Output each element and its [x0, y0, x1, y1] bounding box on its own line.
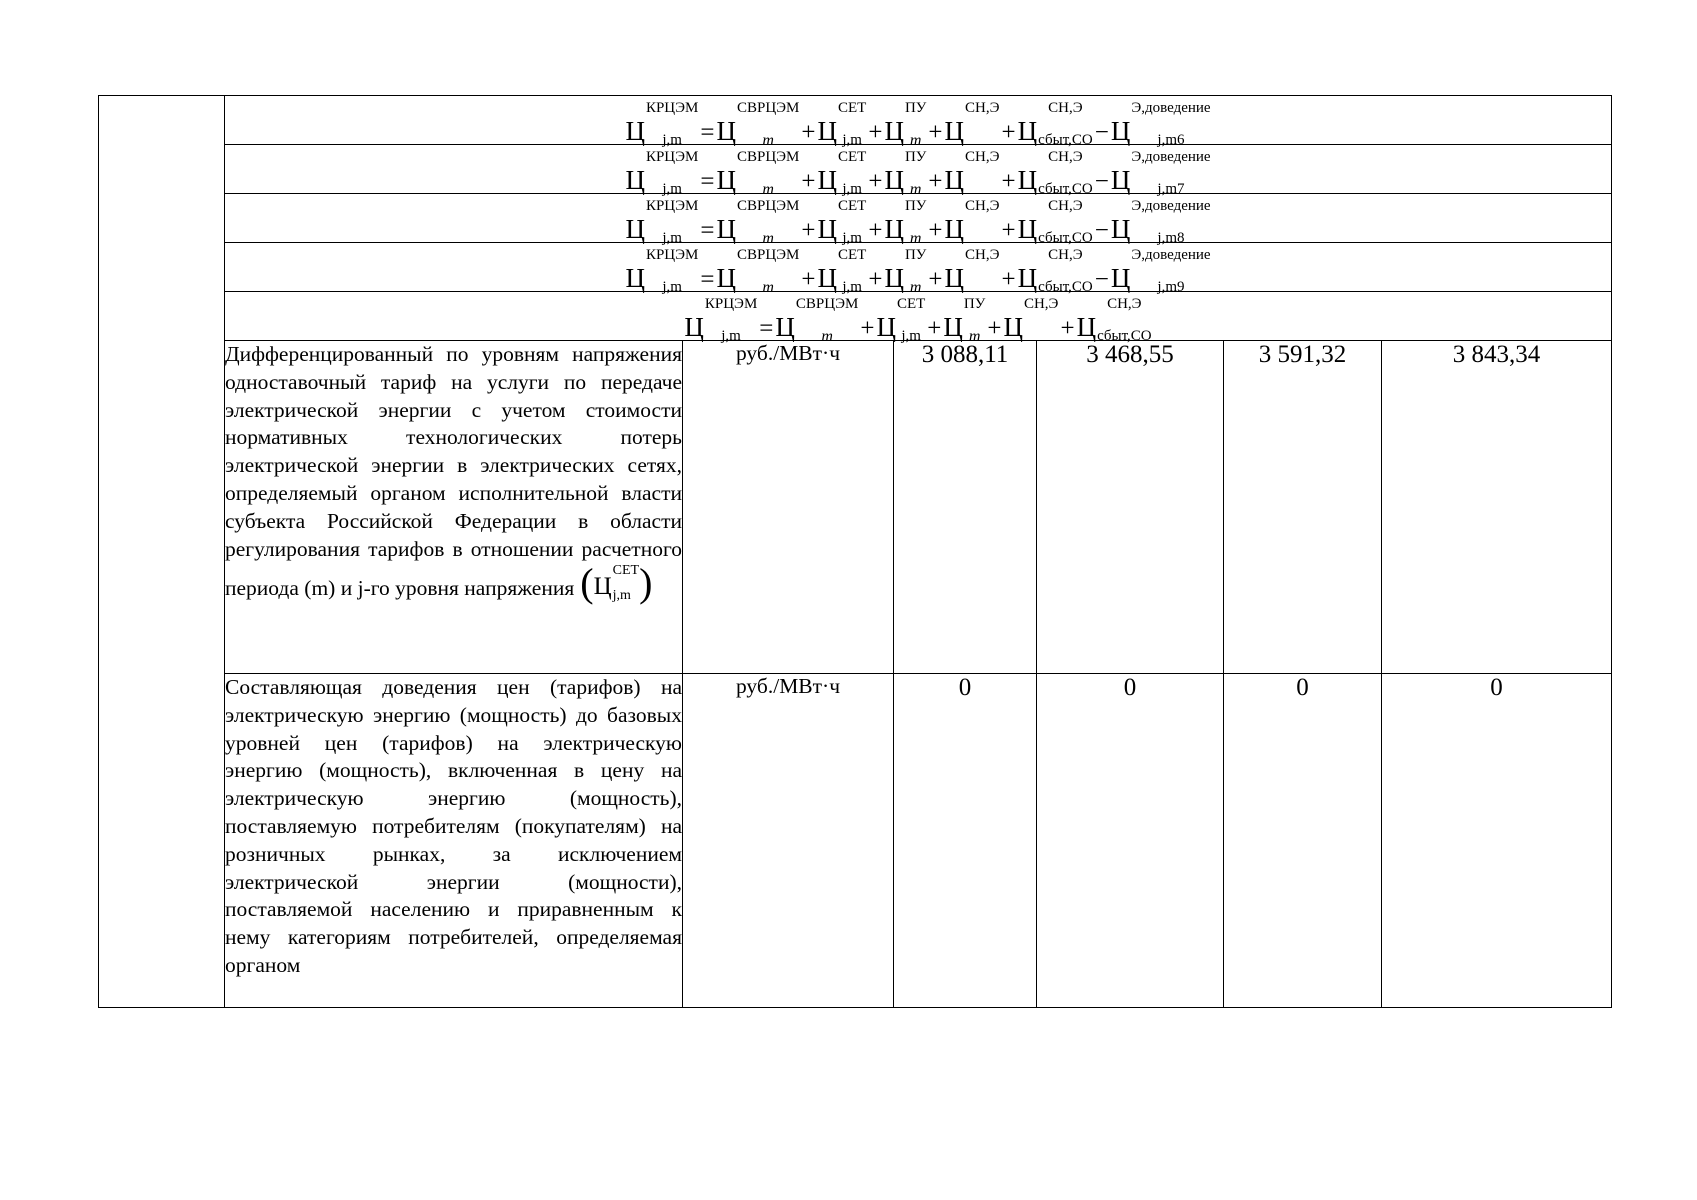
formula-operator: +: [928, 266, 943, 293]
formula-operator: =: [700, 217, 715, 244]
formula-cell: [225, 292, 1612, 345]
formula-scripts: [904, 100, 927, 149]
formula-subscript: j,m: [612, 588, 631, 604]
formula-subscript: j,m: [842, 132, 862, 148]
formula-row: [99, 145, 1612, 194]
formula-base: Ц: [625, 263, 645, 293]
formula-subscript: m: [762, 181, 774, 198]
formula-scripts: [795, 296, 859, 345]
formula-operator: +: [1001, 217, 1016, 244]
formula-term: [884, 149, 927, 198]
formula-scripts: [904, 149, 927, 198]
formula-subscript: m: [909, 279, 922, 296]
formula-subscript: m: [821, 328, 833, 345]
value-cell: 3 591,32: [1224, 341, 1382, 674]
formula-term: [944, 247, 1000, 293]
formula-base: Ц: [884, 165, 904, 195]
formula-superscript: СН,Э: [965, 149, 1000, 165]
formula-base: Ц: [625, 116, 645, 146]
formula-subscript: [965, 133, 1000, 148]
formula-subscript: m: [968, 328, 981, 345]
formula-superscript: КРЦЭМ: [645, 100, 699, 116]
formula-scripts: [838, 149, 867, 197]
formula-scripts: [736, 100, 800, 149]
formula-superscript: Э,доведение: [1131, 247, 1211, 263]
formula-base: Ц: [817, 116, 838, 146]
formula-base: Ц: [817, 263, 838, 293]
left-margin-cell: [99, 96, 225, 1008]
unit-cell: руб./МВт·ч: [683, 341, 894, 674]
formula-operator: −: [1094, 119, 1109, 146]
formula: [684, 296, 1152, 345]
value-cell: 3 843,34: [1382, 341, 1612, 674]
formula-base: Ц: [817, 214, 838, 244]
formula-base: Ц: [716, 116, 736, 146]
formula-term: [944, 100, 1000, 146]
row-description-cell: [225, 341, 683, 674]
formula-superscript: СВРЦЭМ: [736, 198, 800, 214]
formula-subscript: m: [762, 132, 774, 149]
formula-base: Ц: [944, 214, 965, 244]
formula-subscript: m: [762, 230, 774, 247]
formula-superscript: СЕТ: [838, 247, 867, 263]
formula-scripts: [1097, 296, 1152, 344]
formula-superscript: СВРЦЭМ: [736, 247, 800, 263]
formula-base: Ц: [1017, 214, 1038, 244]
formula-subscript: сбыт,СО: [1038, 279, 1093, 295]
formula-superscript: СН,Э: [1048, 198, 1083, 214]
formula-superscript: ПУ: [904, 247, 927, 263]
formula-operator: +: [928, 119, 943, 146]
formula-subscript: m: [909, 181, 922, 198]
formula-term: [876, 296, 926, 344]
formula-term: [1017, 198, 1093, 246]
formula-superscript: Э,доведение: [1131, 198, 1211, 214]
formula-scripts: [965, 100, 1000, 145]
formula-cell: [225, 96, 1612, 149]
formula-superscript: СН,Э: [1048, 149, 1083, 165]
value-cell: 0: [1382, 674, 1612, 1008]
formula-operator: +: [860, 315, 875, 342]
formula-base: Ц: [593, 572, 612, 600]
formula-superscript: ПУ: [904, 198, 927, 214]
value-cell: 0: [894, 674, 1037, 1008]
formula-scripts: [838, 100, 867, 148]
formula-operator: +: [801, 217, 816, 244]
formula-operator: +: [1001, 266, 1016, 293]
formula-superscript: СН,Э: [965, 247, 1000, 263]
formula-base: Ц: [625, 165, 645, 195]
formula-superscript: Э,доведение: [1131, 149, 1211, 165]
formula-subscript: j,m: [901, 328, 921, 344]
formula-base: Ц: [944, 165, 965, 195]
formula-operator: =: [700, 266, 715, 293]
formula-scripts: [645, 198, 699, 246]
formula-term: [593, 563, 640, 604]
formula-base: Ц: [1110, 116, 1131, 146]
formula-superscript: СВРЦЭМ: [736, 149, 800, 165]
formula-operator: +: [1001, 119, 1016, 146]
formula-term: [944, 149, 1000, 195]
formula-term: [1110, 198, 1211, 246]
formula-cell: [225, 145, 1612, 198]
formula-term: [1110, 100, 1211, 148]
formula-base: Ц: [943, 312, 963, 342]
formula-scripts: [838, 198, 867, 246]
formula-base: Ц: [884, 263, 904, 293]
formula-superscript: ПУ: [963, 296, 986, 312]
formula-scripts: [965, 149, 1000, 194]
formula-base: Ц: [817, 165, 838, 195]
formula-term: [1017, 149, 1093, 197]
formula-scripts: [1131, 149, 1211, 197]
formula-scripts: [612, 563, 640, 604]
formula-term: [684, 296, 758, 344]
formula-operator: +: [801, 168, 816, 195]
formula-row: [99, 292, 1612, 341]
formula-scripts: [645, 247, 699, 295]
formula-base: Ц: [1110, 214, 1131, 244]
formula-term: [817, 149, 867, 197]
formula-cell: [225, 194, 1612, 247]
formula-term: [1017, 100, 1093, 148]
formula-subscript: [965, 280, 1000, 295]
formula-base: Ц: [625, 214, 645, 244]
formula-scripts: [736, 247, 800, 296]
formula-operator: +: [868, 119, 883, 146]
formula: [625, 149, 1211, 198]
formula-scripts: [1023, 296, 1059, 341]
formula-scripts: [1038, 198, 1093, 246]
formula-subscript: m: [762, 279, 774, 296]
formula-operator: +: [801, 266, 816, 293]
formula-base: Ц: [876, 312, 896, 342]
value-cell: 3 088,11: [894, 341, 1037, 674]
formula-operator: +: [987, 315, 1002, 342]
formula-superscript: СЕТ: [896, 296, 926, 312]
formula-term: [625, 198, 699, 246]
formula-scripts: [965, 247, 1000, 292]
row-description: Составляющая доведения цен (тарифов) на электрическую энергию (мощность) до базовых уровней цен (тарифов) на электрическую энергию (мощность), включенная в цену на электрическую энергию (мощность), поставляемую потребителям (покупателям) на розничных рынках, за исключением электрической энергии (мощности), поставляемой населению и приравненным к нему категориям потребителей, определяемая органом: [225, 675, 682, 977]
formula-term: [716, 198, 800, 247]
formula: [625, 100, 1211, 149]
formula-superscript: СН,Э: [1023, 296, 1059, 312]
formula-term: [817, 100, 867, 148]
formula-operator: +: [801, 119, 816, 146]
formula-term: [625, 149, 699, 197]
formula-operator: +: [868, 217, 883, 244]
formula: [625, 247, 1211, 296]
formula-operator: +: [868, 168, 883, 195]
formula-subscript: сбыт,СО: [1097, 328, 1152, 344]
formula-row: [99, 96, 1612, 145]
formula-subscript: j,m: [721, 328, 741, 344]
formula-superscript: СВРЦЭМ: [795, 296, 859, 312]
formula-scripts: [645, 100, 699, 148]
formula-scripts: [1038, 100, 1093, 148]
formula-base: Ц: [884, 116, 904, 146]
formula-scripts: [704, 296, 758, 344]
formula-scripts: [1131, 198, 1211, 246]
formula-superscript: КРЦЭМ: [645, 198, 699, 214]
formula-superscript: СН,Э: [965, 100, 1000, 116]
formula-scripts: [736, 198, 800, 247]
formula-term: [1076, 296, 1152, 344]
formula-subscript: j,m9: [1157, 279, 1185, 295]
formula-base: Ц: [684, 312, 704, 342]
formula-term: [716, 100, 800, 149]
formula-scripts: [736, 149, 800, 198]
formula-term: [625, 100, 699, 148]
formula-superscript: КРЦЭМ: [645, 247, 699, 263]
formula-operator: +: [928, 217, 943, 244]
formula-superscript: СН,Э: [1048, 100, 1083, 116]
formula-superscript: СЕТ: [838, 149, 867, 165]
formula-subscript: [1024, 329, 1059, 344]
formula-subscript: сбыт,СО: [1038, 181, 1093, 197]
formula-scripts: [904, 247, 927, 296]
formula-scripts: [1131, 247, 1211, 295]
formula-superscript: ПУ: [904, 149, 927, 165]
formula-base: Ц: [1076, 312, 1097, 342]
formula-operator: −: [1094, 168, 1109, 195]
formula-scripts: [896, 296, 926, 344]
table-row: [99, 341, 1612, 674]
formula-row: [99, 243, 1612, 292]
formula-superscript: СВРЦЭМ: [736, 100, 800, 116]
formula-term: [625, 247, 699, 295]
formula-subscript: j,m7: [1157, 181, 1185, 197]
formula-subscript: j,m: [662, 132, 682, 148]
formula-scripts: [904, 198, 927, 247]
formula-scripts: [963, 296, 986, 345]
tariff-table: [98, 95, 1612, 1008]
formula-superscript: СЕТ: [838, 198, 867, 214]
formula-operator: −: [1094, 217, 1109, 244]
formula-operator: =: [700, 119, 715, 146]
formula-superscript: СЕТ: [838, 100, 867, 116]
formula-term: [943, 296, 986, 345]
formula-term: [944, 198, 1000, 244]
formula-base: Ц: [1017, 263, 1038, 293]
formula-base: Ц: [716, 214, 736, 244]
formula-operator: =: [759, 315, 774, 342]
formula-operator: −: [1094, 266, 1109, 293]
formula-scripts: [1038, 247, 1093, 295]
unit-cell: руб./МВт·ч: [683, 674, 894, 1008]
formula-cell: [225, 243, 1612, 296]
formula-subscript: [965, 182, 1000, 197]
formula-base: Ц: [1017, 165, 1038, 195]
formula-term: [884, 100, 927, 149]
formula-operator: +: [928, 168, 943, 195]
formula-base: Ц: [1017, 116, 1038, 146]
formula-base: Ц: [884, 214, 904, 244]
formula-subscript: j,m: [662, 181, 682, 197]
formula-base: Ц: [944, 263, 965, 293]
value-cell: 0: [1224, 674, 1382, 1008]
row-symbol: ( Ц СЕТ j,m ): [580, 560, 653, 606]
formula-operator: +: [927, 315, 942, 342]
formula-superscript: СН,Э: [1107, 296, 1142, 312]
value-cell: 3 468,55: [1037, 341, 1224, 674]
formula-term: [716, 149, 800, 198]
formula-scripts: [645, 149, 699, 197]
formula-term: [1017, 247, 1093, 295]
formula-subscript: j,m: [662, 279, 682, 295]
row-description-cell: [225, 674, 683, 1008]
formula-operator: +: [1001, 168, 1016, 195]
formula-subscript: j,m: [842, 279, 862, 295]
value-cell: 0: [1037, 674, 1224, 1008]
formula-base: Ц: [944, 116, 965, 146]
formula-subscript: m: [909, 132, 922, 149]
formula-subscript: [965, 231, 1000, 246]
formula-operator: =: [700, 168, 715, 195]
formula-base: Ц: [716, 263, 736, 293]
formula-subscript: сбыт,СО: [1038, 230, 1093, 246]
formula-superscript: СН,Э: [1048, 247, 1083, 263]
formula-scripts: [1038, 149, 1093, 197]
formula-term: [817, 198, 867, 246]
formula-base: Ц: [1003, 312, 1023, 342]
formula-base: Ц: [775, 312, 795, 342]
formula-scripts: [1131, 100, 1211, 148]
row-description: Дифференцированный по уровням напряжения одноставочный тариф на услуги по передаче электрической энергии с учетом стоимости нормативных технологических потерь электрической энергии в электрических сетях, определяемый органом исполнительной власти субъекта Российской Федерации в области регулирования тарифов в отношении расчетного периода (m) и j-го уровня напряжения: [225, 342, 682, 601]
formula-subscript: j,m: [662, 230, 682, 246]
formula-term: [1110, 149, 1211, 197]
formula-superscript: СН,Э: [965, 198, 1000, 214]
formula-subscript: j,m6: [1157, 132, 1185, 148]
formula-superscript: ПУ: [904, 100, 927, 116]
formula-operator: +: [1060, 315, 1075, 342]
formula-term: [884, 198, 927, 247]
formula-row: [99, 194, 1612, 243]
formula-term: [775, 296, 859, 345]
formula-term: [884, 247, 927, 296]
formula-term: [716, 247, 800, 296]
formula: [625, 198, 1211, 247]
table-row: [99, 674, 1612, 1008]
formula-base: Ц: [1110, 263, 1131, 293]
formula-superscript: СЕТ: [612, 563, 640, 579]
formula-term: [817, 247, 867, 295]
formula-base: Ц: [1110, 165, 1131, 195]
symbol-formula: [593, 563, 640, 604]
formula-superscript: КРЦЭМ: [645, 149, 699, 165]
formula-subscript: j,m8: [1157, 230, 1185, 246]
formula-subscript: m: [909, 230, 922, 247]
formula-subscript: j,m: [842, 230, 862, 246]
formula-superscript: КРЦЭМ: [704, 296, 758, 312]
formula-operator: +: [868, 266, 883, 293]
formula-term: [1110, 247, 1211, 295]
formula-superscript: Э,доведение: [1131, 100, 1211, 116]
formula-scripts: [965, 198, 1000, 243]
formula-scripts: [838, 247, 867, 295]
formula-term: [1003, 296, 1059, 342]
formula-subscript: сбыт,СО: [1038, 132, 1093, 148]
formula-base: Ц: [716, 165, 736, 195]
formula-subscript: j,m: [842, 181, 862, 197]
